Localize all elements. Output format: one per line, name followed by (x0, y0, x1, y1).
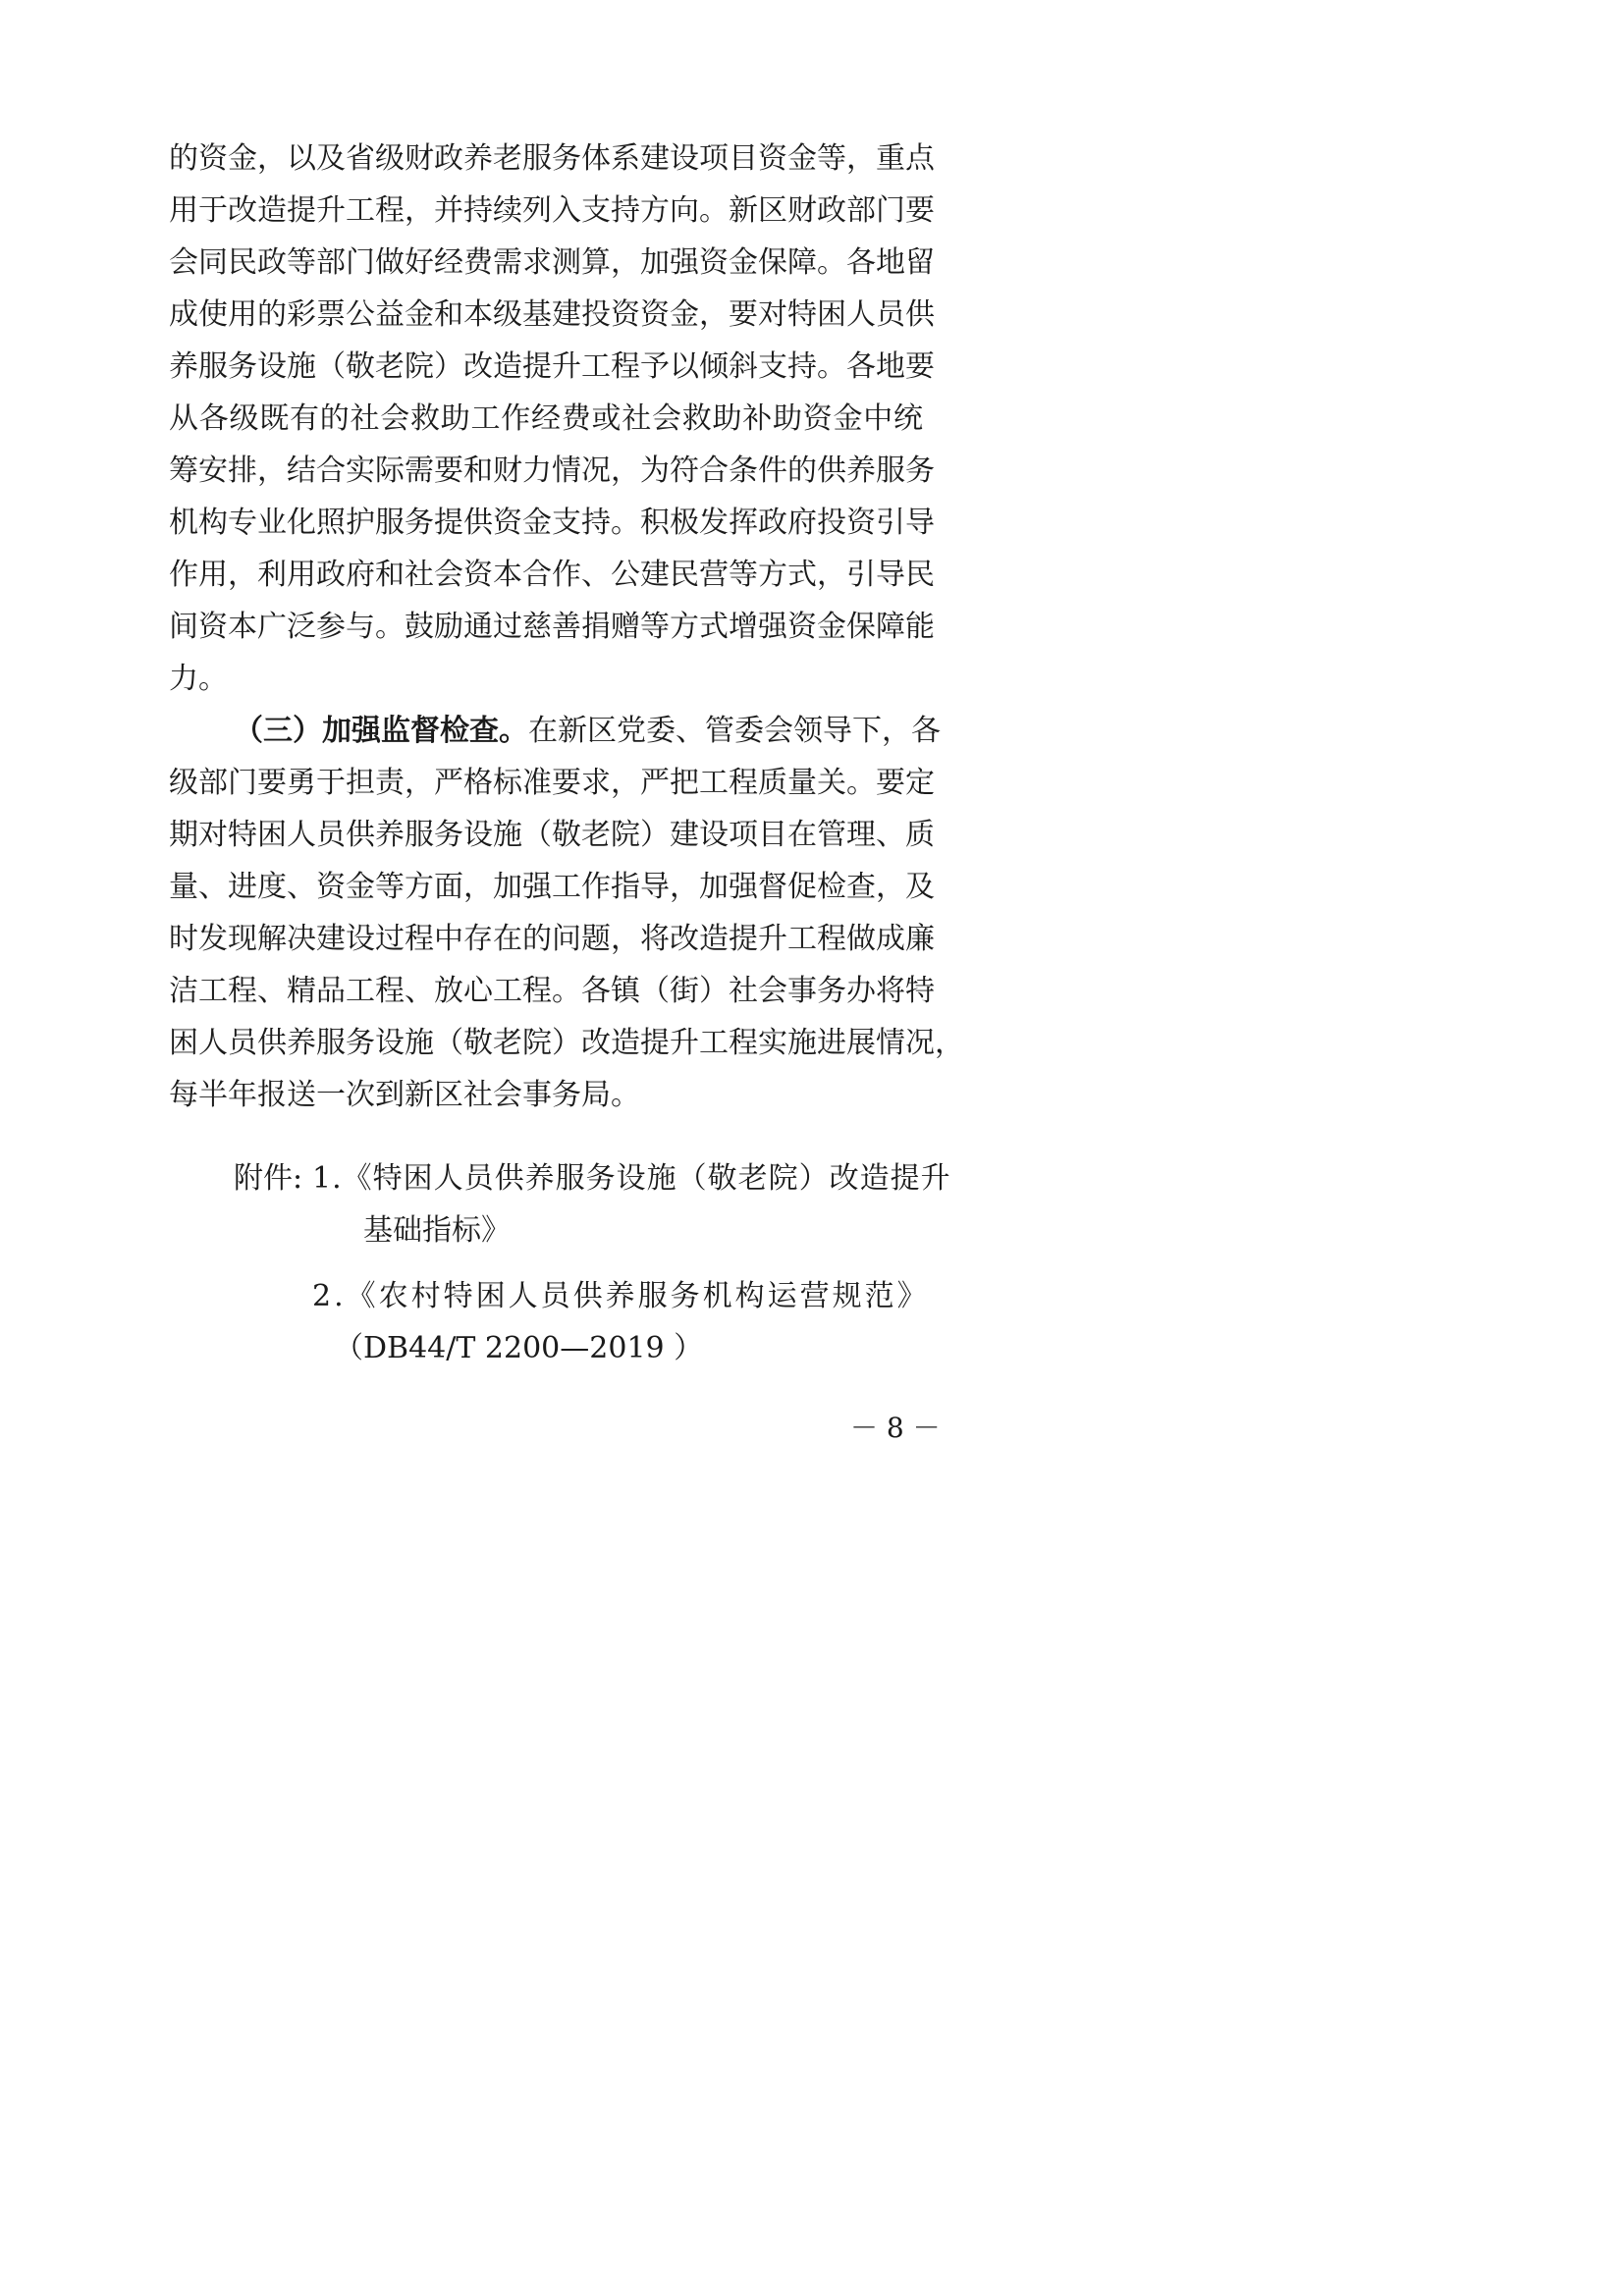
text-segment: 在新区党委、管委会领导下，各 (528, 714, 941, 748)
text-line: 力。 (169, 662, 228, 696)
page-number: － 8 － (850, 1412, 941, 1444)
text-line: 的资金，以及省级财政养老服务体系建设项目资金等，重点 (169, 141, 935, 176)
text-line: 期对特困人员供养服务设施（敬老院）建设项目在管理、质 (169, 818, 935, 852)
text-line: 作用，利用政府和社会资本合作、公建民营等方式，引导民 (169, 558, 935, 592)
text-line: 时发现解决建设过程中存在的问题，将改造提升工程做成廉 (169, 922, 935, 956)
text-line: 筹安排，结合实际需要和财力情况，为符合条件的供养服务 (169, 454, 935, 488)
text-line: 成使用的彩票公益金和本级基建投资资金，要对特困人员供 (169, 297, 935, 332)
text-line: 从各级既有的社会救助工作经费或社会救助补助资金中统 (169, 401, 923, 436)
section-heading: （三）加强监督检查。 (234, 714, 528, 748)
attachment-item-1-cont: 基础指标》 (363, 1213, 511, 1248)
text-line-first (234, 714, 941, 749)
attachments-label: 附件: (234, 1161, 303, 1196)
text-line: 养服务设施（敬老院）改造提升工程予以倾斜支持。各地要 (169, 349, 935, 384)
text-line: 困人员供养服务设施（敬老院）改造提升工程实施进展情况， (169, 1026, 964, 1060)
attachment-item-2: 2.《农村特困人员供养服务机构运营规范》 (312, 1279, 930, 1313)
text-line: 每半年报送一次到新区社会事务局。 (169, 1078, 640, 1112)
attachment-item-1: 1.《特困人员供养服务设施（敬老院）改造提升 (312, 1161, 951, 1196)
text-line: 级部门要勇于担责，严格标准要求，严把工程质量关。要定 (169, 766, 935, 800)
text-line: 机构专业化照护服务提供资金支持。积极发挥政府投资引导 (169, 506, 935, 540)
text-line: 会同民政等部门做好经费需求测算，加强资金保障。各地留 (169, 245, 935, 280)
text-line: 洁工程、精品工程、放心工程。各镇（街）社会事务办将特 (169, 974, 935, 1008)
text-line: 用于改造提升工程，并持续列入支持方向。新区财政部门要 (169, 193, 935, 228)
text-line: 量、进度、资金等方面，加强工作指导，加强督促检查，及 (169, 870, 935, 904)
text-line: 间资本广泛参与。鼓励通过慈善捐赠等方式增强资金保障能 (169, 610, 935, 644)
attachment-item-2-cont: （DB44/T 2200—2019 ） (334, 1331, 704, 1365)
